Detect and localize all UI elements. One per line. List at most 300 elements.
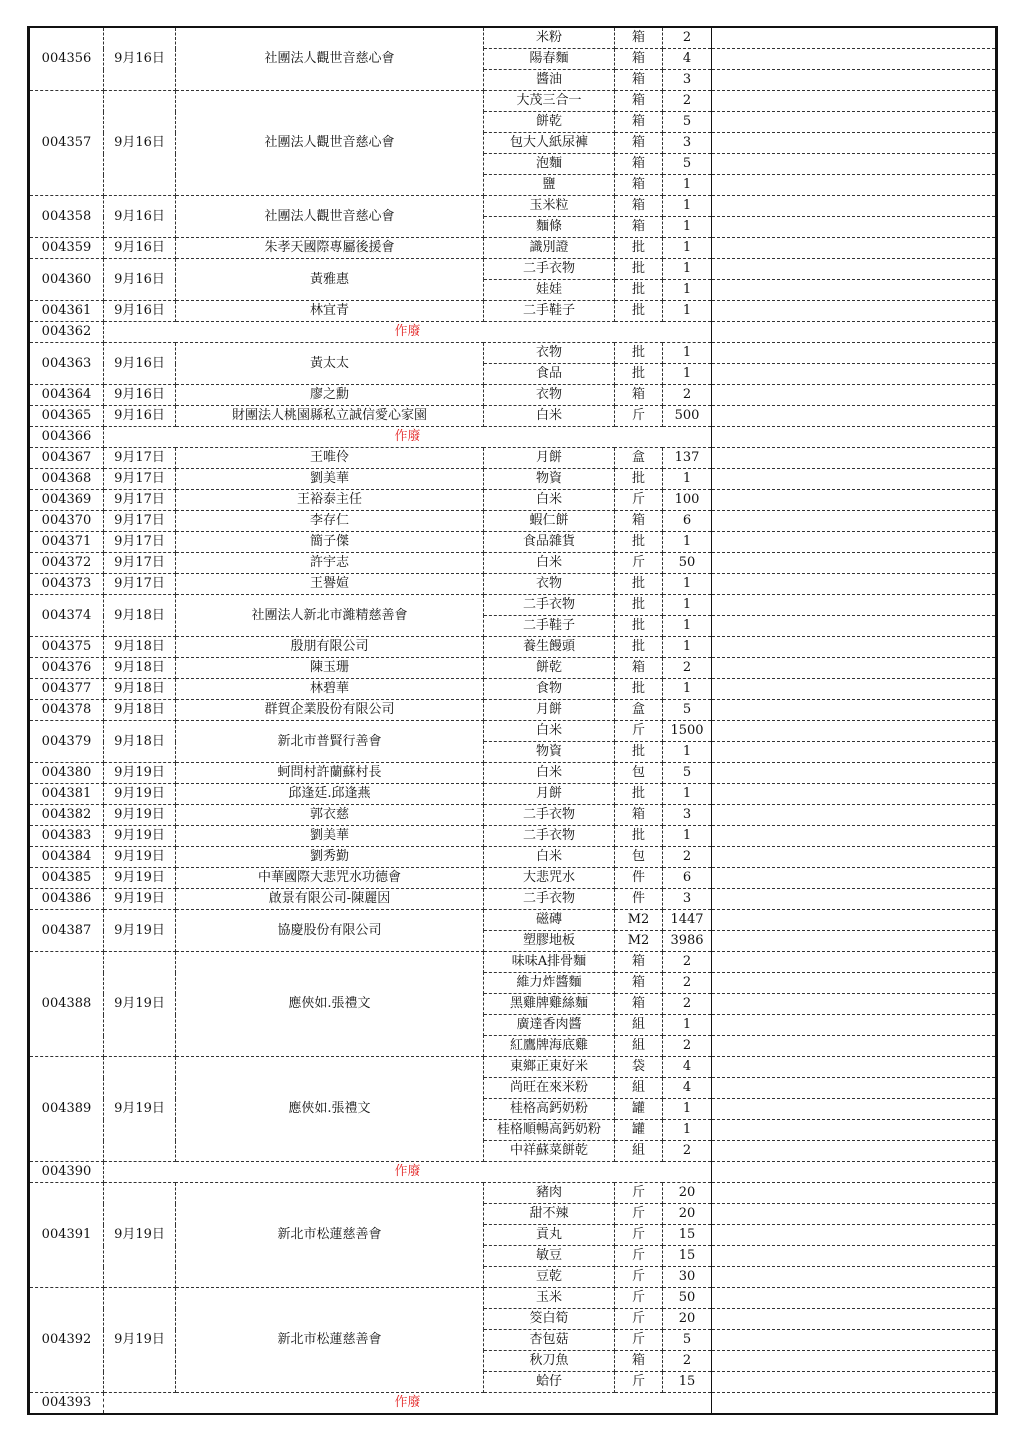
table-row (29, 910, 997, 931)
remarks-cell (712, 259, 997, 280)
remarks-cell (712, 154, 997, 175)
donation-date: 9月16日 (104, 343, 176, 385)
item-unit: 批 (615, 280, 663, 301)
donor-name: 群賀企業股份有限公司 (176, 700, 484, 721)
table-row (29, 343, 997, 364)
receipt-number: 004382 (29, 805, 104, 826)
receipt-number: 004364 (29, 385, 104, 406)
table-row (29, 952, 997, 973)
remarks-cell (712, 1057, 997, 1078)
donation-date: 9月16日 (104, 196, 176, 238)
item-unit: 件 (615, 868, 663, 889)
receipt-number: 004363 (29, 343, 104, 385)
item-quantity: 1 (663, 826, 712, 847)
remarks-cell (712, 1015, 997, 1036)
void-row (29, 1393, 997, 1415)
remarks-cell (712, 952, 997, 973)
donor-name: 啟景有限公司-陳麗因 (176, 889, 484, 910)
table-row (29, 721, 997, 742)
item-name: 餅乾 (484, 112, 615, 133)
remarks-cell (712, 637, 997, 658)
donor-name: 廖之勳 (176, 385, 484, 406)
item-name: 塑膠地板 (484, 931, 615, 952)
item-name: 甜不辣 (484, 1204, 615, 1225)
item-name: 衣物 (484, 385, 615, 406)
donor-name: 王譽媗 (176, 574, 484, 595)
donor-name: 邱逢廷.邱逢燕 (176, 784, 484, 805)
donor-name: 王裕泰主任 (176, 490, 484, 511)
item-name: 識別證 (484, 238, 615, 259)
item-quantity: 2 (663, 994, 712, 1015)
donation-date: 9月19日 (104, 805, 176, 826)
item-unit: 批 (615, 532, 663, 553)
item-unit: 罐 (615, 1099, 663, 1120)
donor-name: 王唯伶 (176, 448, 484, 469)
donor-name: 蚵問村許蘭蘇村長 (176, 763, 484, 784)
receipt-number: 004369 (29, 490, 104, 511)
donor-name: 中華國際大悲咒水功德會 (176, 868, 484, 889)
receipt-number: 004387 (29, 910, 104, 952)
donation-date: 9月18日 (104, 658, 176, 679)
donor-name: 簡子傑 (176, 532, 484, 553)
item-unit: 斤 (615, 406, 663, 427)
donor-name: 協慶股份有限公司 (176, 910, 484, 952)
remarks-cell (712, 763, 997, 784)
table-row (29, 868, 997, 889)
item-unit: 批 (615, 784, 663, 805)
item-quantity: 2 (663, 973, 712, 994)
item-unit: 包 (615, 763, 663, 784)
item-name: 衣物 (484, 574, 615, 595)
donation-date: 9月19日 (104, 952, 176, 1057)
item-unit: M2 (615, 910, 663, 931)
item-quantity: 100 (663, 490, 712, 511)
item-unit: 箱 (615, 112, 663, 133)
receipt-number: 004390 (29, 1162, 104, 1183)
remarks-cell (712, 1078, 997, 1099)
item-name: 月餅 (484, 448, 615, 469)
item-name: 衣物 (484, 343, 615, 364)
donation-date: 9月19日 (104, 1183, 176, 1288)
remarks-cell (712, 1351, 997, 1372)
remarks-cell (712, 1330, 997, 1351)
item-quantity: 2 (663, 385, 712, 406)
receipt-number: 004378 (29, 700, 104, 721)
item-unit: 斤 (615, 1372, 663, 1393)
item-quantity: 1 (663, 532, 712, 553)
item-unit: 箱 (615, 175, 663, 196)
item-name: 月餅 (484, 784, 615, 805)
item-quantity: 2 (663, 27, 712, 49)
item-unit: 批 (615, 679, 663, 700)
remarks-cell (712, 658, 997, 679)
item-quantity: 5 (663, 700, 712, 721)
item-quantity: 5 (663, 112, 712, 133)
remarks-cell (712, 91, 997, 112)
receipt-number: 004360 (29, 259, 104, 301)
remarks-cell (712, 679, 997, 700)
item-name: 餅乾 (484, 658, 615, 679)
donation-date: 9月16日 (104, 301, 176, 322)
donation-date: 9月19日 (104, 826, 176, 847)
remarks-cell (712, 238, 997, 259)
item-unit: 斤 (615, 1267, 663, 1288)
item-quantity: 2 (663, 1036, 712, 1057)
donation-date: 9月19日 (104, 1057, 176, 1162)
remarks-cell (712, 385, 997, 406)
item-unit: 箱 (615, 217, 663, 238)
item-name: 白米 (484, 553, 615, 574)
item-name: 物資 (484, 742, 615, 763)
receipt-number: 004359 (29, 238, 104, 259)
receipt-number: 004367 (29, 448, 104, 469)
donation-date: 9月19日 (104, 868, 176, 889)
remarks-cell (712, 910, 997, 931)
remarks-cell (712, 1309, 997, 1330)
item-quantity: 1 (663, 1015, 712, 1036)
receipt-number: 004371 (29, 532, 104, 553)
remarks-cell (712, 847, 997, 868)
item-name: 包大人紙尿褲 (484, 133, 615, 154)
item-quantity: 2 (663, 952, 712, 973)
donor-name: 財團法人桃園縣私立誠信愛心家園 (176, 406, 484, 427)
donation-date: 9月18日 (104, 700, 176, 721)
donor-name: 新北市松蓮慈善會 (176, 1288, 484, 1393)
item-unit: 批 (615, 616, 663, 637)
donation-date: 9月19日 (104, 1288, 176, 1393)
donation-date: 9月18日 (104, 637, 176, 658)
item-unit: 袋 (615, 1057, 663, 1078)
table-row (29, 763, 997, 784)
remarks-cell (712, 721, 997, 742)
item-unit: 盒 (615, 700, 663, 721)
item-name: 二手鞋子 (484, 616, 615, 637)
remarks-cell (712, 931, 997, 952)
remarks-cell (712, 574, 997, 595)
item-name: 豬肉 (484, 1183, 615, 1204)
table-row (29, 574, 997, 595)
item-quantity: 1 (663, 259, 712, 280)
item-unit: 組 (615, 1015, 663, 1036)
donation-date: 9月19日 (104, 784, 176, 805)
item-name: 紅鷹牌海底雞 (484, 1036, 615, 1057)
item-quantity: 2 (663, 91, 712, 112)
item-name: 食品雜貨 (484, 532, 615, 553)
item-unit: 組 (615, 1141, 663, 1162)
item-unit: 箱 (615, 27, 663, 49)
receipt-number: 004388 (29, 952, 104, 1057)
item-unit: 箱 (615, 385, 663, 406)
table-row (29, 27, 997, 49)
donor-name: 林碧華 (176, 679, 484, 700)
item-quantity: 3986 (663, 931, 712, 952)
donation-date: 9月16日 (104, 238, 176, 259)
table-row (29, 637, 997, 658)
item-name: 二手衣物 (484, 259, 615, 280)
item-unit: 斤 (615, 1183, 663, 1204)
remarks-cell (712, 343, 997, 364)
item-quantity: 3 (663, 805, 712, 826)
donor-name: 許宇志 (176, 553, 484, 574)
remarks-cell (712, 616, 997, 637)
item-name: 桂格順暢高鈣奶粉 (484, 1120, 615, 1141)
remarks-cell (712, 805, 997, 826)
item-name: 鹽 (484, 175, 615, 196)
remarks-cell (712, 994, 997, 1015)
donation-date: 9月17日 (104, 511, 176, 532)
receipt-number: 004384 (29, 847, 104, 868)
item-name: 貢丸 (484, 1225, 615, 1246)
donation-date: 9月16日 (104, 259, 176, 301)
donor-name: 林宜青 (176, 301, 484, 322)
receipt-number: 004375 (29, 637, 104, 658)
item-name: 維力炸醬麵 (484, 973, 615, 994)
item-name: 蝦仁餅 (484, 511, 615, 532)
item-name: 蛤仔 (484, 1372, 615, 1393)
donation-date: 9月19日 (104, 889, 176, 910)
donation-date: 9月17日 (104, 574, 176, 595)
item-quantity: 4 (663, 49, 712, 70)
remarks-cell (712, 27, 997, 49)
void-label: 作廢 (104, 1393, 712, 1415)
item-unit: 批 (615, 595, 663, 616)
item-unit: 斤 (615, 1309, 663, 1330)
donation-date: 9月16日 (104, 406, 176, 427)
void-row (29, 322, 997, 343)
item-quantity: 2 (663, 1141, 712, 1162)
table-row (29, 301, 997, 322)
item-quantity: 20 (663, 1183, 712, 1204)
item-quantity: 1 (663, 364, 712, 385)
item-quantity: 1 (663, 595, 712, 616)
item-name: 醬油 (484, 70, 615, 91)
donation-date: 9月17日 (104, 553, 176, 574)
item-unit: 箱 (615, 805, 663, 826)
item-name: 杏包菇 (484, 1330, 615, 1351)
void-label: 作廢 (104, 427, 712, 448)
item-unit: 箱 (615, 49, 663, 70)
table-row (29, 385, 997, 406)
item-unit: 箱 (615, 91, 663, 112)
item-unit: 罐 (615, 1120, 663, 1141)
item-quantity: 1 (663, 1099, 712, 1120)
item-quantity: 20 (663, 1204, 712, 1225)
item-unit: 包 (615, 847, 663, 868)
remarks-cell (712, 1288, 997, 1309)
item-unit: 箱 (615, 994, 663, 1015)
receipt-number: 004376 (29, 658, 104, 679)
receipt-number: 004366 (29, 427, 104, 448)
item-name: 大茂三合一 (484, 91, 615, 112)
item-quantity: 4 (663, 1078, 712, 1099)
item-quantity: 6 (663, 511, 712, 532)
item-unit: 批 (615, 364, 663, 385)
table-row (29, 847, 997, 868)
remarks-cell (712, 1204, 997, 1225)
item-name: 大悲咒水 (484, 868, 615, 889)
receipt-number: 004357 (29, 91, 104, 196)
item-name: 麵條 (484, 217, 615, 238)
donation-date: 9月18日 (104, 679, 176, 700)
donation-date: 9月17日 (104, 448, 176, 469)
item-unit: 批 (615, 742, 663, 763)
item-quantity: 15 (663, 1372, 712, 1393)
donation-date: 9月17日 (104, 532, 176, 553)
item-quantity: 20 (663, 1309, 712, 1330)
table-row (29, 700, 997, 721)
remarks-cell (712, 700, 997, 721)
item-unit: 批 (615, 301, 663, 322)
donor-name: 朱孝天國際專屬後援會 (176, 238, 484, 259)
item-unit: 組 (615, 1036, 663, 1057)
table-row (29, 553, 997, 574)
item-name: 黑雞牌雞絲麵 (484, 994, 615, 1015)
item-name: 桂格高鈣奶粉 (484, 1099, 615, 1120)
item-name: 娃娃 (484, 280, 615, 301)
donor-name: 陳玉珊 (176, 658, 484, 679)
item-unit: 批 (615, 238, 663, 259)
donation-date: 9月17日 (104, 469, 176, 490)
table-row (29, 826, 997, 847)
remarks-cell (712, 1120, 997, 1141)
receipt-number: 004374 (29, 595, 104, 637)
item-name: 玉米 (484, 1288, 615, 1309)
item-unit: 批 (615, 259, 663, 280)
item-name: 食物 (484, 679, 615, 700)
item-quantity: 6 (663, 868, 712, 889)
item-quantity: 2 (663, 1351, 712, 1372)
remarks-cell (712, 889, 997, 910)
item-quantity: 1 (663, 784, 712, 805)
item-quantity: 1 (663, 280, 712, 301)
table-row (29, 469, 997, 490)
table-row (29, 406, 997, 427)
remarks-cell (712, 1372, 997, 1393)
item-name: 二手衣物 (484, 595, 615, 616)
donor-name: 新北市松蓮慈善會 (176, 1183, 484, 1288)
item-unit: 箱 (615, 973, 663, 994)
remarks-cell (712, 1141, 997, 1162)
item-name: 東鄉正東好米 (484, 1057, 615, 1078)
remarks-cell (712, 553, 997, 574)
remarks-cell (712, 322, 997, 343)
donation-date: 9月18日 (104, 595, 176, 637)
remarks-cell (712, 1225, 997, 1246)
item-quantity: 1 (663, 637, 712, 658)
item-quantity: 1 (663, 301, 712, 322)
remarks-cell (712, 973, 997, 994)
item-quantity: 15 (663, 1225, 712, 1246)
table-row (29, 532, 997, 553)
receipt-number: 004361 (29, 301, 104, 322)
donor-name: 新北市普賢行善會 (176, 721, 484, 763)
item-unit: 組 (615, 1078, 663, 1099)
item-quantity: 500 (663, 406, 712, 427)
item-name: 白米 (484, 721, 615, 742)
table-row (29, 658, 997, 679)
remarks-cell (712, 364, 997, 385)
item-name: 筊白筍 (484, 1309, 615, 1330)
table-row (29, 490, 997, 511)
item-unit: 斤 (615, 1225, 663, 1246)
item-quantity: 137 (663, 448, 712, 469)
item-name: 物資 (484, 469, 615, 490)
item-name: 二手衣物 (484, 889, 615, 910)
item-name: 玉米粒 (484, 196, 615, 217)
item-name: 豆乾 (484, 1267, 615, 1288)
remarks-cell (712, 1036, 997, 1057)
donor-name: 應俠如.張禮文 (176, 1057, 484, 1162)
donation-date: 9月18日 (104, 721, 176, 763)
donation-date: 9月16日 (104, 385, 176, 406)
item-unit: 批 (615, 637, 663, 658)
item-unit: 箱 (615, 70, 663, 91)
remarks-cell (712, 595, 997, 616)
donation-date: 9月16日 (104, 91, 176, 196)
item-unit: 批 (615, 469, 663, 490)
donor-name: 社團法人觀世音慈心會 (176, 91, 484, 196)
table-row (29, 1288, 997, 1309)
donor-name: 劉美華 (176, 469, 484, 490)
remarks-cell (712, 742, 997, 763)
item-quantity: 3 (663, 133, 712, 154)
item-quantity: 15 (663, 1246, 712, 1267)
donor-name: 黃太太 (176, 343, 484, 385)
donor-name: 劉美華 (176, 826, 484, 847)
item-name: 月餅 (484, 700, 615, 721)
remarks-cell (712, 49, 997, 70)
item-unit: 件 (615, 889, 663, 910)
donation-date: 9月17日 (104, 490, 176, 511)
item-unit: 箱 (615, 511, 663, 532)
item-name: 秋刀魚 (484, 1351, 615, 1372)
table-row (29, 805, 997, 826)
item-quantity: 3 (663, 70, 712, 91)
void-row (29, 427, 997, 448)
receipt-number: 004373 (29, 574, 104, 595)
item-name: 味味A排骨麵 (484, 952, 615, 973)
table-row (29, 511, 997, 532)
item-quantity: 1 (663, 469, 712, 490)
void-label: 作廢 (104, 1162, 712, 1183)
remarks-cell (712, 1162, 997, 1183)
remarks-cell (712, 1183, 997, 1204)
remarks-cell (712, 1246, 997, 1267)
item-unit: 箱 (615, 154, 663, 175)
receipt-number: 004377 (29, 679, 104, 700)
receipt-number: 004368 (29, 469, 104, 490)
remarks-cell (712, 511, 997, 532)
table-row (29, 448, 997, 469)
donor-name: 殷朋有限公司 (176, 637, 484, 658)
item-unit: 斤 (615, 553, 663, 574)
donor-name: 劉秀勤 (176, 847, 484, 868)
item-quantity: 30 (663, 1267, 712, 1288)
donor-name: 社團法人觀世音慈心會 (176, 27, 484, 91)
donor-name: 郭衣慈 (176, 805, 484, 826)
table-row (29, 889, 997, 910)
remarks-cell (712, 406, 997, 427)
item-quantity: 5 (663, 763, 712, 784)
item-unit: M2 (615, 931, 663, 952)
item-unit: 箱 (615, 196, 663, 217)
remarks-cell (712, 826, 997, 847)
donation-records-body (29, 27, 997, 1414)
item-unit: 批 (615, 826, 663, 847)
remarks-cell (712, 532, 997, 553)
item-quantity: 1 (663, 196, 712, 217)
table-row (29, 595, 997, 616)
